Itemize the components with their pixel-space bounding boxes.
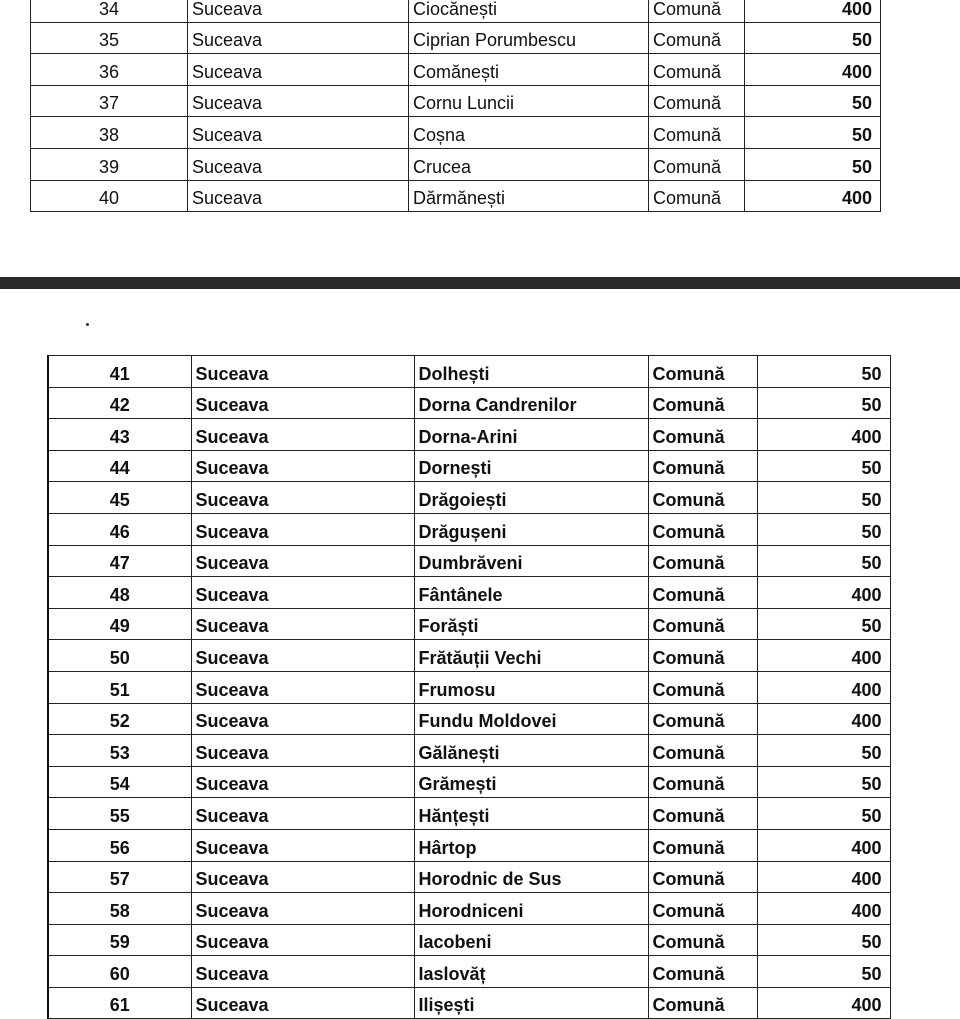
page-divider bbox=[0, 277, 960, 289]
type-cell: Comună bbox=[648, 419, 757, 451]
locality-cell: Drăgușeni bbox=[414, 513, 648, 545]
value-cell: 50 bbox=[757, 924, 890, 956]
row-number: 45 bbox=[48, 482, 191, 514]
value-cell: 400 bbox=[757, 987, 890, 1019]
table-row bbox=[48, 861, 890, 893]
locality-cell: Dornești bbox=[414, 450, 648, 482]
type-cell: Comună bbox=[648, 577, 757, 609]
locality-cell: Crucea bbox=[409, 148, 649, 180]
table-row bbox=[31, 117, 881, 149]
county-cell: Suceava bbox=[191, 387, 414, 419]
county-cell: Suceava bbox=[188, 0, 409, 22]
row-number: 39 bbox=[31, 148, 188, 180]
county-cell: Suceava bbox=[191, 829, 414, 861]
row-number: 36 bbox=[31, 54, 188, 86]
county-cell: Suceava bbox=[188, 22, 409, 54]
type-cell: Comună bbox=[648, 671, 757, 703]
value-cell: 50 bbox=[745, 148, 881, 180]
county-cell: Suceava bbox=[191, 766, 414, 798]
table-row bbox=[48, 356, 890, 388]
type-cell: Comună bbox=[648, 861, 757, 893]
type-cell: Comună bbox=[648, 450, 757, 482]
row-number: 50 bbox=[48, 640, 191, 672]
value-cell: 400 bbox=[757, 577, 890, 609]
county-cell: Suceava bbox=[191, 513, 414, 545]
locality-cell: Comănești bbox=[409, 54, 649, 86]
type-cell: Comună bbox=[648, 766, 757, 798]
row-number: 59 bbox=[48, 924, 191, 956]
county-cell: Suceava bbox=[191, 924, 414, 956]
row-number: 43 bbox=[48, 419, 191, 451]
row-number: 55 bbox=[48, 798, 191, 830]
locality-cell: Hănțești bbox=[414, 798, 648, 830]
locality-cell: Frătăuții Vechi bbox=[414, 640, 648, 672]
type-cell: Comună bbox=[649, 117, 745, 149]
row-number: 46 bbox=[48, 513, 191, 545]
table-top bbox=[30, 0, 881, 212]
county-cell: Suceava bbox=[188, 85, 409, 117]
row-number: 49 bbox=[48, 608, 191, 640]
value-cell: 50 bbox=[757, 356, 890, 388]
value-cell: 400 bbox=[757, 893, 890, 925]
value-cell: 50 bbox=[757, 545, 890, 577]
type-cell: Comună bbox=[648, 829, 757, 861]
scan-dot bbox=[86, 323, 89, 326]
locality-cell: Hârtop bbox=[414, 829, 648, 861]
county-cell: Suceava bbox=[191, 798, 414, 830]
value-cell: 50 bbox=[757, 450, 890, 482]
locality-cell: Dolhești bbox=[414, 356, 648, 388]
type-cell: Comună bbox=[648, 987, 757, 1019]
locality-cell: Iaslovăț bbox=[414, 956, 648, 988]
row-number: 56 bbox=[48, 829, 191, 861]
locality-cell: Fundu Moldovei bbox=[414, 703, 648, 735]
table-row bbox=[48, 735, 890, 767]
locality-cell: Horodnic de Sus bbox=[414, 861, 648, 893]
table-row bbox=[48, 798, 890, 830]
value-cell: 400 bbox=[745, 54, 881, 86]
value-cell: 50 bbox=[745, 22, 881, 54]
county-cell: Suceava bbox=[191, 735, 414, 767]
type-cell: Comună bbox=[648, 798, 757, 830]
row-number: 41 bbox=[48, 356, 191, 388]
locality-cell: Drăgoiești bbox=[414, 482, 648, 514]
type-cell: Comună bbox=[649, 148, 745, 180]
value-cell: 50 bbox=[757, 956, 890, 988]
table-row bbox=[48, 545, 890, 577]
value-cell: 400 bbox=[757, 671, 890, 703]
type-cell: Comună bbox=[648, 513, 757, 545]
county-cell: Suceava bbox=[191, 703, 414, 735]
county-cell: Suceava bbox=[191, 987, 414, 1019]
type-cell: Comună bbox=[649, 180, 745, 212]
table-row bbox=[48, 766, 890, 798]
table-row bbox=[48, 671, 890, 703]
value-cell: 50 bbox=[757, 798, 890, 830]
county-cell: Suceava bbox=[191, 671, 414, 703]
locality-cell: Dorna-Arini bbox=[414, 419, 648, 451]
value-cell: 400 bbox=[745, 180, 881, 212]
row-number: 35 bbox=[31, 22, 188, 54]
county-cell: Suceava bbox=[188, 117, 409, 149]
locality-cell: Ilișești bbox=[414, 987, 648, 1019]
value-cell: 50 bbox=[757, 482, 890, 514]
table-row bbox=[48, 482, 890, 514]
type-cell: Comună bbox=[648, 387, 757, 419]
locality-cell: Iacobeni bbox=[414, 924, 648, 956]
row-number: 52 bbox=[48, 703, 191, 735]
value-cell: 400 bbox=[757, 703, 890, 735]
county-cell: Suceava bbox=[191, 482, 414, 514]
locality-cell: Dărmănești bbox=[409, 180, 649, 212]
type-cell: Comună bbox=[649, 22, 745, 54]
table-row bbox=[48, 513, 890, 545]
table-row bbox=[31, 85, 881, 117]
value-cell: 50 bbox=[757, 513, 890, 545]
type-cell: Comună bbox=[648, 703, 757, 735]
table-row bbox=[48, 987, 890, 1019]
locality-cell: Coșna bbox=[409, 117, 649, 149]
county-cell: Suceava bbox=[191, 608, 414, 640]
locality-cell: Frumosu bbox=[414, 671, 648, 703]
locality-cell: Ciocănești bbox=[409, 0, 649, 22]
value-cell: 50 bbox=[745, 85, 881, 117]
value-cell: 50 bbox=[757, 735, 890, 767]
table-row bbox=[48, 829, 890, 861]
table-row bbox=[48, 608, 890, 640]
table-row bbox=[48, 450, 890, 482]
locality-cell: Grămești bbox=[414, 766, 648, 798]
type-cell: Comună bbox=[648, 608, 757, 640]
county-cell: Suceava bbox=[188, 180, 409, 212]
row-number: 57 bbox=[48, 861, 191, 893]
locality-cell: Forăști bbox=[414, 608, 648, 640]
county-cell: Suceava bbox=[191, 545, 414, 577]
row-number: 40 bbox=[31, 180, 188, 212]
table-row bbox=[48, 703, 890, 735]
value-cell: 400 bbox=[745, 0, 881, 22]
table-row bbox=[48, 387, 890, 419]
row-number: 34 bbox=[31, 0, 188, 22]
table-row bbox=[31, 148, 881, 180]
table-row bbox=[48, 419, 890, 451]
row-number: 38 bbox=[31, 117, 188, 149]
value-cell: 50 bbox=[757, 387, 890, 419]
locality-cell: Gălănești bbox=[414, 735, 648, 767]
row-number: 53 bbox=[48, 735, 191, 767]
type-cell: Comună bbox=[648, 640, 757, 672]
value-cell: 50 bbox=[745, 117, 881, 149]
county-cell: Suceava bbox=[188, 148, 409, 180]
table-row bbox=[31, 180, 881, 212]
table-row bbox=[48, 640, 890, 672]
row-number: 47 bbox=[48, 545, 191, 577]
value-cell: 50 bbox=[757, 766, 890, 798]
county-cell: Suceava bbox=[191, 419, 414, 451]
county-cell: Suceava bbox=[191, 893, 414, 925]
type-cell: Comună bbox=[649, 54, 745, 86]
row-number: 48 bbox=[48, 577, 191, 609]
county-cell: Suceava bbox=[188, 54, 409, 86]
county-cell: Suceava bbox=[191, 861, 414, 893]
row-number: 54 bbox=[48, 766, 191, 798]
table-row bbox=[48, 956, 890, 988]
table-row bbox=[31, 0, 881, 22]
type-cell: Comună bbox=[648, 924, 757, 956]
locality-cell: Dumbrăveni bbox=[414, 545, 648, 577]
row-number: 60 bbox=[48, 956, 191, 988]
type-cell: Comună bbox=[648, 956, 757, 988]
locality-cell: Horodniceni bbox=[414, 893, 648, 925]
county-cell: Suceava bbox=[191, 356, 414, 388]
locality-cell: Ciprian Porumbescu bbox=[409, 22, 649, 54]
row-number: 58 bbox=[48, 893, 191, 925]
locality-cell: Cornu Luncii bbox=[409, 85, 649, 117]
type-cell: Comună bbox=[649, 0, 745, 22]
row-number: 51 bbox=[48, 671, 191, 703]
type-cell: Comună bbox=[649, 85, 745, 117]
type-cell: Comună bbox=[648, 356, 757, 388]
row-number: 42 bbox=[48, 387, 191, 419]
row-number: 61 bbox=[48, 987, 191, 1019]
row-number: 44 bbox=[48, 450, 191, 482]
type-cell: Comună bbox=[648, 545, 757, 577]
table-row bbox=[48, 893, 890, 925]
table-row bbox=[31, 22, 881, 54]
value-cell: 50 bbox=[757, 608, 890, 640]
type-cell: Comună bbox=[648, 482, 757, 514]
county-cell: Suceava bbox=[191, 450, 414, 482]
row-number: 37 bbox=[31, 85, 188, 117]
table-row bbox=[31, 54, 881, 86]
county-cell: Suceava bbox=[191, 640, 414, 672]
table-row bbox=[48, 924, 890, 956]
type-cell: Comună bbox=[648, 735, 757, 767]
locality-cell: Fântânele bbox=[414, 577, 648, 609]
county-cell: Suceava bbox=[191, 577, 414, 609]
value-cell: 400 bbox=[757, 861, 890, 893]
value-cell: 400 bbox=[757, 829, 890, 861]
table-bottom bbox=[47, 355, 891, 1019]
table-row bbox=[48, 577, 890, 609]
locality-cell: Dorna Candrenilor bbox=[414, 387, 648, 419]
value-cell: 400 bbox=[757, 640, 890, 672]
county-cell: Suceava bbox=[191, 956, 414, 988]
type-cell: Comună bbox=[648, 893, 757, 925]
value-cell: 400 bbox=[757, 419, 890, 451]
